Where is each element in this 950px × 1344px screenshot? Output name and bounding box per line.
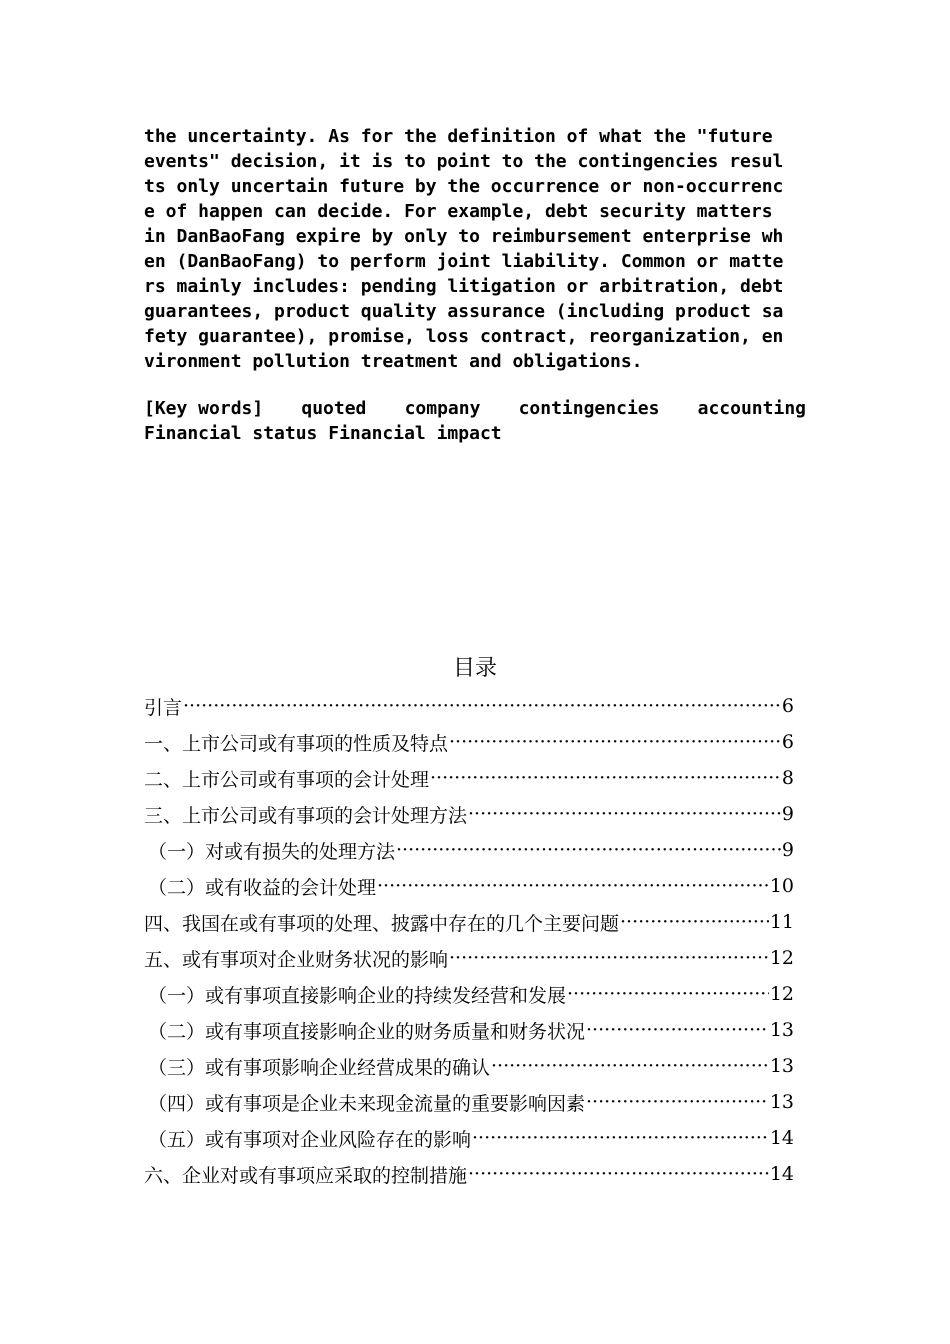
toc-entry[interactable] bbox=[144, 868, 794, 904]
toc-page-number: 13 bbox=[769, 1055, 794, 1077]
abstract-line: e of happen can decide. For example, debt security matters bbox=[144, 201, 773, 222]
toc-page-number: 14 bbox=[769, 1127, 794, 1149]
toc-dot-leader bbox=[468, 803, 781, 825]
abstract-text bbox=[144, 124, 806, 374]
toc-page-number: 11 bbox=[769, 911, 794, 933]
toc-dot-leader bbox=[620, 911, 769, 933]
toc-entry-title: （二）或有收益的会计处理 bbox=[148, 876, 377, 899]
toc-entry[interactable] bbox=[144, 832, 794, 868]
toc-entry[interactable] bbox=[144, 1084, 794, 1120]
abstract-line: in DanBaoFang expire by only to reimbursement enterprise wh bbox=[144, 226, 784, 247]
toc-page-number: 14 bbox=[769, 1163, 794, 1185]
keyword-term: company bbox=[404, 398, 481, 419]
toc-entry[interactable] bbox=[144, 688, 794, 724]
toc-page-number: 12 bbox=[769, 983, 794, 1005]
table-of-contents bbox=[144, 688, 794, 1192]
toc-page-number: 10 bbox=[769, 875, 794, 897]
toc-dot-leader bbox=[183, 695, 781, 717]
toc-entry-title: 三、上市公司或有事项的会计处理方法 bbox=[144, 804, 468, 827]
toc-entry-title: （二）或有事项直接影响企业的财务质量和财务状况 bbox=[148, 1020, 586, 1043]
toc-entry[interactable] bbox=[144, 1012, 794, 1048]
abstract-line: the uncertainty. As for the definition of what the "future bbox=[144, 126, 773, 147]
toc-dot-leader bbox=[430, 767, 781, 789]
toc-entry-title: 引言 bbox=[144, 696, 183, 719]
toc-entry-title: （五）或有事项对企业风险存在的影响 bbox=[148, 1128, 472, 1151]
toc-page-number: 13 bbox=[769, 1019, 794, 1041]
toc-title: 目录 bbox=[452, 656, 497, 681]
abstract-line: guarantees, product quality assurance (including product sa bbox=[144, 301, 784, 322]
abstract-line: fety guarantee), promise, loss contract, reorganization, en bbox=[144, 326, 784, 347]
toc-entry[interactable] bbox=[144, 796, 794, 832]
toc-entry[interactable] bbox=[144, 1120, 794, 1156]
toc-entry[interactable] bbox=[144, 1048, 794, 1084]
toc-entry[interactable] bbox=[144, 1156, 794, 1192]
toc-entry-title: （一）或有事项直接影响企业的持续发经营和发展 bbox=[148, 984, 567, 1007]
toc-page-number: 6 bbox=[781, 695, 794, 717]
toc-entry[interactable] bbox=[144, 724, 794, 760]
keyword-term: contingencies bbox=[518, 398, 660, 419]
abstract-line: ts only uncertain future by the occurrence or non-occurrenc bbox=[144, 176, 784, 197]
keywords-line-2: Financial status Financial impact bbox=[144, 423, 502, 444]
keywords-label: [Key words] bbox=[144, 398, 264, 419]
toc-entry-title: 六、企业对或有事项应采取的控制措施 bbox=[144, 1164, 468, 1187]
toc-entry[interactable] bbox=[144, 760, 794, 796]
toc-entry-title: （四）或有事项是企业未来现金流量的重要影响因素 bbox=[148, 1092, 586, 1115]
toc-dot-leader bbox=[449, 947, 769, 969]
toc-dot-leader bbox=[586, 1019, 769, 1041]
toc-dot-leader bbox=[567, 983, 769, 1005]
keywords-line-1 bbox=[144, 396, 806, 421]
toc-entry-title: 五、或有事项对企业财务状况的影响 bbox=[144, 948, 449, 971]
keyword-term: quoted bbox=[301, 398, 367, 419]
toc-entry-title: 一、上市公司或有事项的性质及特点 bbox=[144, 732, 449, 755]
toc-entry[interactable] bbox=[144, 940, 794, 976]
abstract-line: vironment pollution treatment and obligations. bbox=[144, 351, 643, 372]
toc-entry-title: （三）或有事项影响企业经营成果的确认 bbox=[148, 1056, 491, 1079]
toc-dot-leader bbox=[491, 1055, 769, 1077]
toc-page-number: 12 bbox=[769, 947, 794, 969]
toc-dot-leader bbox=[449, 731, 781, 753]
toc-dot-leader bbox=[396, 839, 781, 861]
toc-dot-leader bbox=[586, 1091, 769, 1113]
abstract-line: rs mainly includes: pending litigation or arbitration, debt bbox=[144, 276, 784, 297]
toc-page-number: 8 bbox=[781, 767, 794, 789]
toc-entry[interactable] bbox=[144, 904, 794, 940]
abstract-line: events" decision, it is to point to the contingencies resul bbox=[144, 151, 784, 172]
toc-entry-title: 四、我国在或有事项的处理、披露中存在的几个主要问题 bbox=[144, 912, 620, 935]
toc-entry[interactable] bbox=[144, 976, 794, 1012]
toc-entry-title: （一）对或有损失的处理方法 bbox=[148, 840, 396, 863]
toc-page-number: 9 bbox=[781, 803, 794, 825]
toc-entry-title: 二、上市公司或有事项的会计处理 bbox=[144, 768, 430, 791]
abstract-line: en (DanBaoFang) to perform joint liability. Common or matte bbox=[144, 251, 784, 272]
toc-dot-leader bbox=[472, 1127, 769, 1149]
toc-page-number: 9 bbox=[781, 839, 794, 861]
toc-page-number: 6 bbox=[781, 731, 794, 753]
keywords-section bbox=[144, 396, 806, 446]
toc-dot-leader bbox=[468, 1163, 769, 1185]
keyword-term: accounting bbox=[697, 398, 806, 419]
toc-dot-leader bbox=[377, 875, 769, 897]
toc-page-number: 13 bbox=[769, 1091, 794, 1113]
